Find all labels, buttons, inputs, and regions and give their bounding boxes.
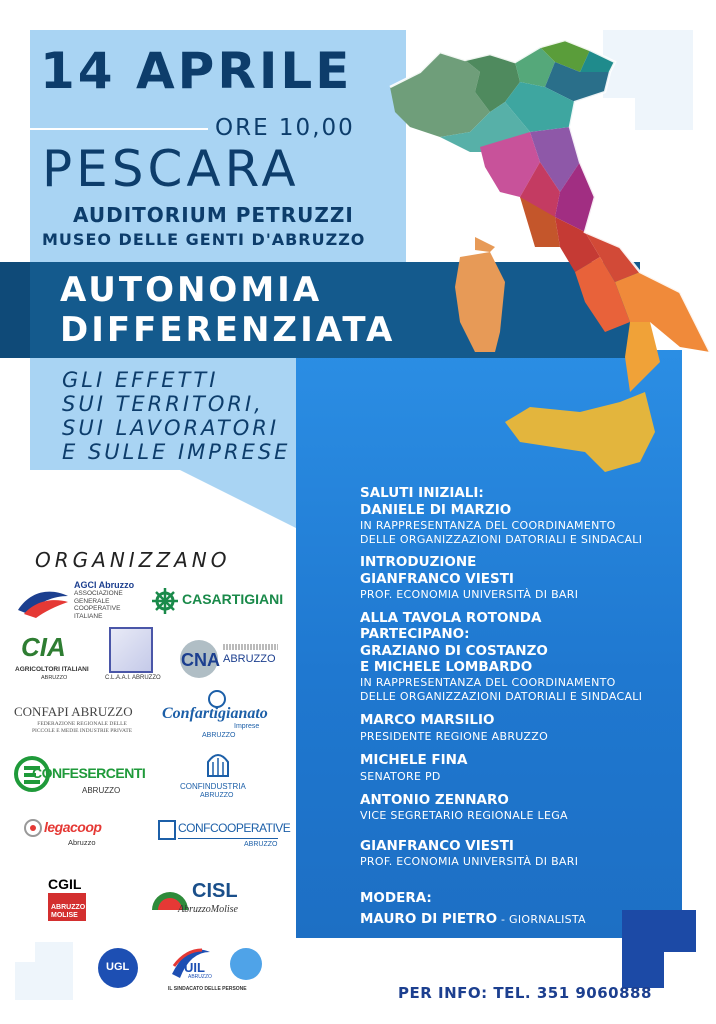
program-speaker: ANTONIO ZENNARO xyxy=(360,792,509,808)
uil-tagline: IL SINDACATO DELLE PERSONE xyxy=(168,986,247,992)
casartigiani-name: CASARTIGIANI xyxy=(182,591,284,607)
topic-band-edge xyxy=(0,262,30,358)
event-city: PESCARA xyxy=(42,140,300,198)
italy-puzzle-map-icon xyxy=(380,32,715,487)
program-speaker: GIANFRANCO VIESTI xyxy=(360,838,514,854)
logo-ugl xyxy=(98,948,140,990)
uil-name: UIL xyxy=(184,960,205,975)
event-date: 14 APRILE xyxy=(40,42,353,100)
decor-corner-cut xyxy=(15,942,35,962)
confapi-line: FEDERAZIONE REGIONALE DELLE xyxy=(37,721,127,727)
confapi-name: CONFAPI ABRUZZO xyxy=(14,704,133,719)
program-desc: IN RAPPRESENTANZA DEL COORDINAMENTO xyxy=(360,519,616,532)
cisl-region: AbruzzoMolise xyxy=(178,904,238,915)
program-speaker: MARCO MARSILIO xyxy=(360,712,495,728)
program-desc: PROF. ECONOMIA UNIVERSITÀ DI BARI xyxy=(360,588,579,601)
subtitle-line: SUI LAVORATORI xyxy=(62,416,280,440)
logo-confartigianato xyxy=(162,690,277,740)
organizers-title: ORGANIZZANO xyxy=(35,548,231,572)
logo-legacoop xyxy=(22,818,112,850)
claai-name: C.L.A.A.I. ABRUZZO xyxy=(105,675,161,681)
confapi-line: PICCOLE E MEDIE INDUSTRIE PRIVATE xyxy=(32,728,133,734)
ugl-name: UGL xyxy=(106,961,130,973)
topic-title-line1: AUTONOMIA xyxy=(60,270,323,310)
program-heading: INTRODUZIONE xyxy=(360,554,477,570)
logo-confesercenti xyxy=(14,756,146,798)
agci-line: GENERALE xyxy=(74,597,110,605)
agci-line: ASSOCIAZIONE xyxy=(74,590,123,597)
agci-line: COOPERATIVE xyxy=(74,605,121,612)
cia-mark: CIA xyxy=(21,632,66,662)
program-speaker: GIANFRANCO VIESTI xyxy=(360,571,514,587)
event-time: ORE 10,00 xyxy=(215,115,355,141)
logo-uil xyxy=(168,944,268,996)
program-heading: PARTECIPANO: xyxy=(360,626,470,642)
program-heading: MODERA: xyxy=(360,890,432,906)
program-desc: DELLE ORGANIZZAZIONI DATORIALI E SINDACALI xyxy=(360,690,643,703)
logo-cna xyxy=(178,638,278,678)
subtitle-line: SUI TERRITORI, xyxy=(62,392,264,416)
subtitle-line: GLI EFFETTI xyxy=(62,368,219,392)
logo-claai xyxy=(105,627,161,687)
moderator-line xyxy=(360,908,586,927)
agci-emblem-icon xyxy=(16,586,71,618)
program-speaker: MICHELE FINA xyxy=(360,752,468,768)
logo-casartigiani xyxy=(152,588,284,618)
confcooperative-rule xyxy=(178,838,278,839)
confesercenti-name: CONFESERCENTI xyxy=(32,765,146,781)
logo-cisl xyxy=(150,878,260,924)
confcooperative-region: ABRUZZO xyxy=(244,841,278,848)
logo-confcooperative xyxy=(158,816,291,852)
logo-confapi xyxy=(14,704,134,738)
cia-line: AGRICOLTORI ITALIANI xyxy=(15,666,89,673)
legacoop-emblem-icon xyxy=(22,818,44,838)
confindustria-name: CONFINDUSTRIA xyxy=(180,782,246,791)
topic-title-line2: DIFFERENZIATA xyxy=(60,310,396,350)
venue-subtitle: MUSEO DELLE GENTI D'ABRUZZO xyxy=(42,230,366,249)
venue-name: AUDITORIUM PETRUZZI xyxy=(73,203,354,227)
contact-info: PER INFO: TEL. 351 9060888 xyxy=(398,984,652,1002)
program-speaker: E MICHELE LOMBARDO xyxy=(360,659,533,675)
cia-line: ABRUZZO xyxy=(41,675,68,681)
decor-corner-cut xyxy=(664,952,696,988)
confartigianato-region: ABRUZZO xyxy=(202,732,236,739)
header-bubble-tail xyxy=(180,470,300,530)
program-speaker: MAURO DI PIETRO xyxy=(360,911,498,927)
program-desc: SENATORE PD xyxy=(360,770,441,783)
program-desc: PRESIDENTE REGIONE ABRUZZO xyxy=(360,730,549,743)
logo-cia xyxy=(15,632,95,682)
program-desc: - GIORNALISTA xyxy=(497,913,586,926)
confindustria-emblem-icon xyxy=(206,752,230,778)
program-speaker: DANIELE DI MARZIO xyxy=(360,502,512,518)
subtitle-line: E SULLE IMPRESE xyxy=(62,440,291,464)
program-heading: SALUTI INIZIALI: xyxy=(360,485,484,501)
agci-lines xyxy=(74,590,123,620)
confindustria-region: ABRUZZO xyxy=(200,792,234,799)
program-speaker: GRAZIANO DI COSTANZO xyxy=(360,643,548,659)
uil-circle-icon xyxy=(230,948,262,980)
cisl-name: CISL xyxy=(192,880,238,902)
confesercenti-region: ABRUZZO xyxy=(82,786,121,795)
ugl-circle xyxy=(98,948,138,988)
confcooperative-emblem-icon xyxy=(158,820,176,840)
confapi-lines xyxy=(32,721,132,735)
program-desc: IN RAPPRESENTANZA DEL COORDINAMENTO xyxy=(360,676,616,689)
confartigianato-name: Confartigianato xyxy=(162,705,268,722)
cna-region: ABRUZZO xyxy=(223,653,276,665)
logo-confindustria xyxy=(178,752,258,802)
divider xyxy=(30,128,208,130)
logo-cgil xyxy=(48,876,88,922)
program-desc: DELLE ORGANIZZAZIONI DATORIALI E SINDACALI xyxy=(360,533,643,546)
cgil-region xyxy=(51,904,85,920)
cna-circle-icon xyxy=(178,638,220,680)
svg-text:CNA: CNA xyxy=(181,650,220,670)
agci-line: ITALIANE xyxy=(74,612,103,620)
uil-region: ABRUZZO xyxy=(188,974,212,980)
legacoop-region: Abruzzo xyxy=(68,838,96,847)
program-desc: VICE SEGRETARIO REGIONALE LEGA xyxy=(360,809,568,822)
agci-name: AGCI Abruzzo xyxy=(74,580,135,590)
cgil-line: MOLISE xyxy=(51,912,78,919)
cgil-name: CGIL xyxy=(48,876,82,892)
casartigiani-caption xyxy=(182,608,274,612)
confartigianato-sub: Imprese xyxy=(234,723,260,730)
cna-caption xyxy=(223,644,278,650)
program-heading: ALLA TAVOLA ROTONDA xyxy=(360,610,542,626)
program-desc: PROF. ECONOMIA UNIVERSITÀ DI BARI xyxy=(360,855,579,868)
logo-agci xyxy=(16,580,146,622)
legacoop-name: legacoop xyxy=(44,819,102,835)
ship-wheel-icon xyxy=(152,588,178,614)
claai-emblem-icon xyxy=(109,627,153,673)
confcooperative-name: CONFCOOPERATIVE xyxy=(178,821,291,835)
cgil-line: ABRUZZO xyxy=(51,904,86,911)
